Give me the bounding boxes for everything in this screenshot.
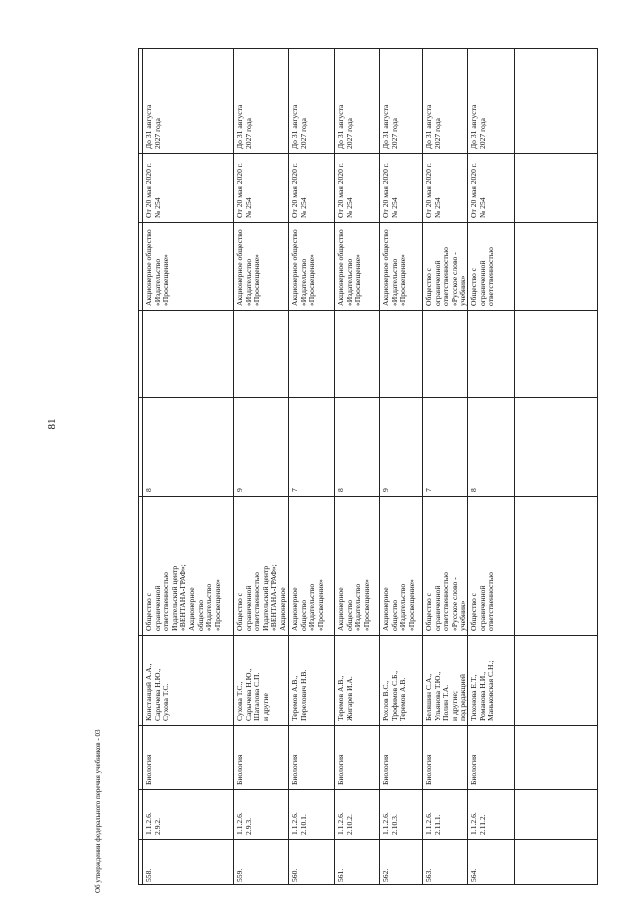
cell-text: От 20 мая 2020 г. № 254 [424,163,442,218]
cell-deadline [379,49,422,153]
cell-publisher-note [379,496,422,635]
cell-text: Акционерное общество «Издательство «Просвещение» [336,579,371,631]
cell-text: 8 [469,488,478,492]
cell-deadline [334,49,379,153]
cell-text: Тихонова Е.Т., Романова Н.И., Маньковская С.Н.; [469,660,496,721]
cell-deadline [422,49,467,153]
cell-code [467,789,514,839]
cell-text: Общество с ограниченной ответственностью Издательский центр «ВЕНТАНА-ГРАФ»; Акционерное [235,564,287,631]
cell-num [467,839,514,886]
cell-text: Сухова Т.С., Сарычева Н.Ю., Шаталова С.П. и другие [235,668,270,721]
cell-text [467,310,514,397]
cell-text: 558. [144,868,153,882]
cell-text: Общество с ограниченной ответственностью «Русское слово - учебник» [424,247,467,306]
cell-text: 7 [290,488,299,492]
cell-code [334,789,379,839]
cell-text: Акционерное общество «Издательство «Просвещение» [290,579,325,631]
cell-publisher-note [334,496,379,635]
cell-text: 8 [336,488,345,492]
cell-num [334,839,379,886]
cell-text: До 31 августа 2027 года [381,104,399,149]
cell-num [142,839,233,886]
cell-text: Акционерное общество «Издательство «Просвещение» [381,579,416,631]
cell-text: 560. [290,868,299,882]
cell-grade [422,397,467,496]
cell-text: До 31 августа 2027 года [424,104,442,149]
cell-authors [422,635,467,725]
cell-code [288,789,334,839]
cell-text [334,310,379,397]
cell-publisher-note [288,496,334,635]
cell-publisher [379,222,422,310]
cell-publisher-note [233,496,288,635]
row-divider [514,49,515,884]
cell-text: Теремов А.В., Перелович Н.В. [290,669,308,721]
cell-text: 564. [469,868,478,882]
cell-authors [288,635,334,725]
cell-subject [334,725,379,789]
cell-publisher [288,222,334,310]
cell-publisher [142,222,233,310]
page-number: 81 [46,418,58,430]
cell-text: 561. [336,868,345,882]
cell-publisher-note [142,496,233,635]
footer-note: Об утверждении федерального перечня учебников - 03 [94,729,102,893]
cell-text [288,310,334,397]
cell-subject [422,725,467,789]
cell-extra [422,310,467,397]
cell-subject [379,725,422,789]
cell-authors [467,635,514,725]
cell-grade [288,397,334,496]
cell-grade [467,397,514,496]
cell-text [422,310,467,397]
cell-text: До 31 августа 2027 года [336,104,354,149]
cell-deadline [233,49,288,153]
cell-text [379,310,422,397]
cell-text: Биология [469,754,478,785]
cell-authors [334,635,379,725]
cell-num [379,839,422,886]
cell-text: Общество с ограниченной ответственностью «Русское слово - учебник» [424,572,467,631]
cell-order [142,153,233,222]
cell-order [467,153,514,222]
cell-deadline [288,49,334,153]
cell-text: 9 [235,488,244,492]
cell-subject [288,725,334,789]
cell-text: От 20 мая 2020 г. № 254 [235,163,253,218]
cell-text: От 20 мая 2020 г. № 254 [144,163,162,218]
cell-publisher-note [422,496,467,635]
cell-authors [233,635,288,725]
federal-textbook-table [138,48,598,885]
cell-subject [142,725,233,789]
cell-authors [379,635,422,725]
cell-order [334,153,379,222]
cell-extra [334,310,379,397]
cell-code [142,789,233,839]
cell-text: 1.1.2.6. 2.9.3. [235,812,253,835]
cell-subject [467,725,514,789]
cell-order [288,153,334,222]
cell-extra [467,310,514,397]
cell-text: Биология [235,754,244,785]
cell-text: От 20 мая 2020 г. № 254 [381,163,399,218]
cell-text: Акционерное общество «Издательство «Просвещение» [381,229,408,306]
cell-publisher [334,222,379,310]
cell-grade [233,397,288,496]
cell-text: Беляшин С.А., Ульянова Т.Ю., Полин Т.А. и другие; под редакцией [424,671,467,721]
cell-text: Биология [336,754,345,785]
cell-text: 559. [235,868,244,882]
cell-grade [379,397,422,496]
cell-text: 9 [381,488,390,492]
cell-text: Констанций А.А., Сарычева Н.Ю., Сухова Т.С. [144,663,171,721]
cell-text: Общество с ограниченной ответственностью [469,247,496,306]
cell-text: До 31 августа 2027 года [290,104,308,149]
cell-deadline [467,49,514,153]
cell-publisher [422,222,467,310]
cell-text: Общество с ограниченной ответственностью [469,572,496,631]
cell-text [233,310,288,397]
cell-text: 7 [424,488,433,492]
cell-order [233,153,288,222]
cell-publisher [467,222,514,310]
cell-text: 1.1.2.6. 2.11.2. [469,812,487,835]
cell-code [233,789,288,839]
cell-num [422,839,467,886]
cell-text: Акционерное общество «Издательство «Просвещение» [290,229,317,306]
cell-authors [142,635,233,725]
cell-text: Биология [290,754,299,785]
cell-text: Биология [144,754,153,785]
cell-text: Биология [424,754,433,785]
cell-text: Общество с ограниченной ответственностью Издательский центр «ВЕНТАНА-ГРАФ»; Акционерное общество «Издательство «Просвещение» [144,564,222,631]
cell-deadline [142,49,233,153]
cell-text [142,310,233,397]
cell-text: 562. [381,868,390,882]
cell-code [379,789,422,839]
cell-extra [142,310,233,397]
cell-publisher [233,222,288,310]
cell-text: Рохлов В.С., Трофимов С.Б., Теремов А.В. [381,670,408,721]
cell-text: Акционерное общество «Издательство «Просвещение» [336,229,363,306]
cell-publisher-note [467,496,514,635]
cell-text: До 31 августа 2027 года [469,104,487,149]
cell-code [422,789,467,839]
cell-text: 1.1.2.6. 2.11.1. [424,812,442,835]
cell-num [288,839,334,886]
cell-extra [288,310,334,397]
cell-text: Акционерное общество «Издательство «Просвещение» [235,229,262,306]
cell-text: 1.1.2.6. 2.10.1. [290,812,308,835]
cell-text: 563. [424,868,433,882]
cell-text: До 31 августа 2027 года [235,104,253,149]
cell-subject [233,725,288,789]
cell-grade [334,397,379,496]
cell-num [233,839,288,886]
cell-order [422,153,467,222]
cell-text: От 20 мая 2020 г. № 254 [336,163,354,218]
cell-text: До 31 августа 2027 года [144,104,162,149]
cell-text: Биология [381,754,390,785]
cell-text: 1.1.2.6. 2.9.2. [144,812,162,835]
cell-text: 8 [144,488,153,492]
cell-text: От 20 мая 2020 г. № 254 [290,163,308,218]
cell-extra [379,310,422,397]
cell-text: 1.1.2.6. 2.10.2. [336,812,354,835]
cell-text: Акционерное общество «Издательство «Просвещение» [144,229,171,306]
cell-extra [233,310,288,397]
cell-order [379,153,422,222]
cell-grade [142,397,233,496]
cell-text: 1.1.2.6. 2.10.3. [381,812,399,835]
cell-text: От 20 мая 2020 г. № 254 [469,163,487,218]
cell-text: Теремов А.В., Жигарев И.А. [336,675,354,721]
